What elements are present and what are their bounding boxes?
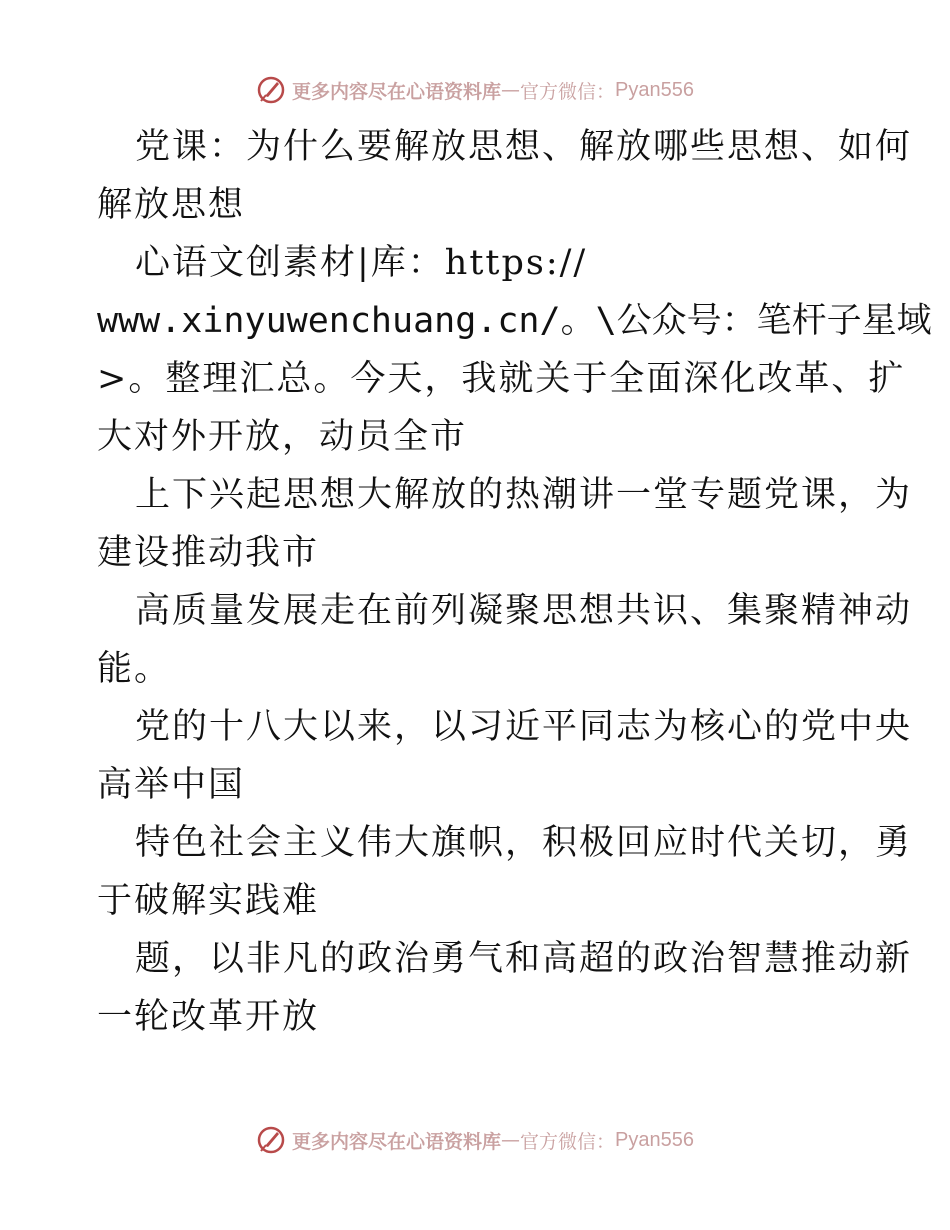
quill-logo-icon [256,1125,286,1155]
paragraph-line: 题，以非凡的政治勇气和高超的政治智慧推动新 [135,939,913,979]
header-wechat-label: 官方微信： [520,80,616,103]
paragraph-line: 特色社会主义伟大旗帜，积极回应时代关切，勇 [135,823,913,863]
footer-banner-dash: — [501,1129,521,1151]
paragraph-line-url: www.xinyuwenchuang.cn/。\公众号：笔杆子星域 [97,301,932,341]
header-banner-dash: — [501,79,521,101]
paragraph-line: 于破解实践难 [97,881,320,921]
paragraph-line: 高质量发展走在前列凝聚思想共识、集聚精神动 [135,591,913,631]
footer-wechat-id: Pyan556 [615,1128,694,1151]
header-banner [0,70,950,110]
paragraph-line: 一轮改革开放 [97,997,320,1037]
footer-wechat-label: 官方微信： [520,1130,616,1153]
paragraph-line: 能。 [97,649,172,689]
footer-banner [0,1120,950,1160]
paragraph-line: 心语文创素材|库：https:// [135,243,588,283]
paragraph-line: 上下兴起思想大解放的热潮讲一堂专题党课，为 [135,475,913,515]
quill-logo-icon [256,75,286,105]
header-wechat-id: Pyan556 [615,78,694,101]
paragraph-line: >。整理汇总。今天，我就关于全面深化改革、扩 [97,359,906,399]
paragraph-line: 大对外开放，动员全市 [97,417,468,457]
paragraph-line: 建设推动我市 [97,533,320,573]
paragraph-line: 党的十八大以来，以习近平同志为核心的党中央 [135,707,913,747]
paragraph-line: 解放思想 [97,185,246,225]
paragraph-line: 高举中国 [97,765,246,805]
header-banner-text: 更多内容尽在心语资料库 [292,80,502,103]
footer-banner-text: 更多内容尽在心语资料库 [292,1130,502,1153]
paragraph-line: 党课：为什么要解放思想、解放哪些思想、如何 [135,127,913,167]
document-body [97,118,932,1046]
